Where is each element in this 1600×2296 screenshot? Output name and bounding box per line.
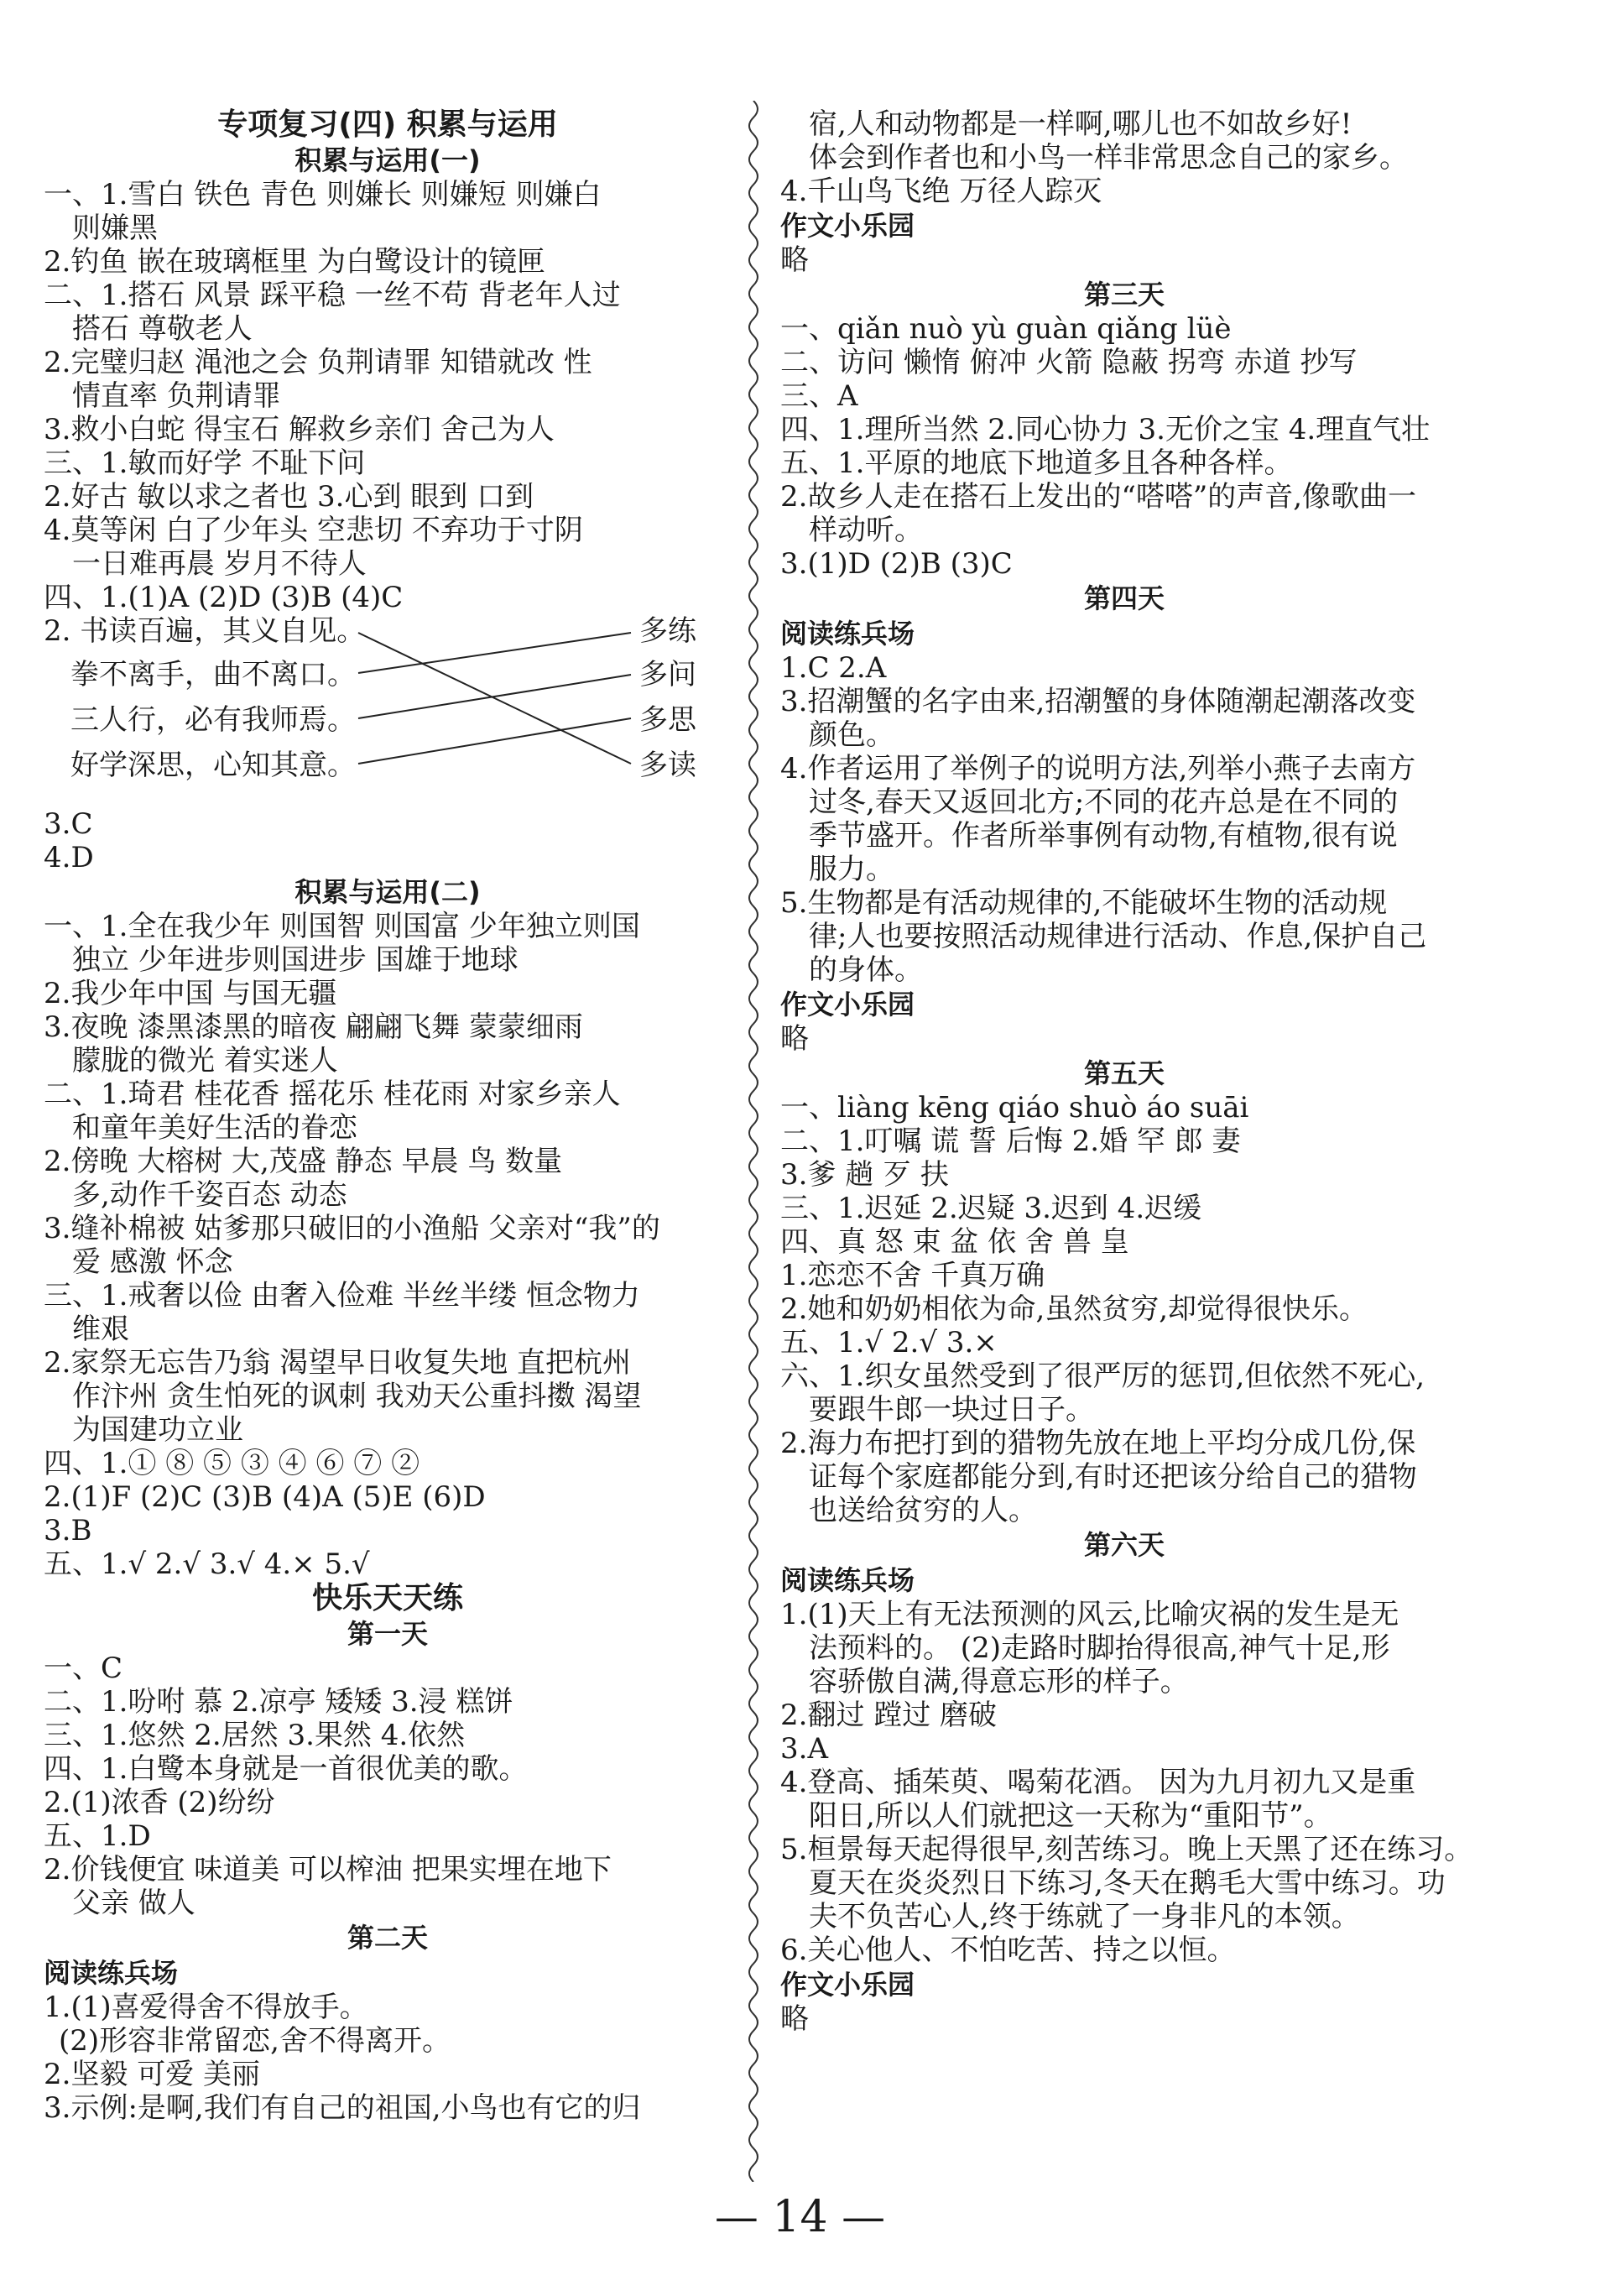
answer-line: 一、1.雪白 铁色 青色 则嫌长 则嫌短 则嫌白 xyxy=(44,178,602,211)
answer-line: 2.海力布把打到的猎物先放在地上平均分成几份,保 xyxy=(780,1427,1416,1460)
answer-line: 5.桓景每天起得很早,刻苦练习。晚上天黑了还在练习。 xyxy=(780,1833,1473,1866)
answer-line: 2.翻过 蹚过 磨破 xyxy=(780,1699,998,1732)
answer-line: 律;人也要按照活动规律进行活动、作息,保护自己 xyxy=(809,920,1427,953)
answer-line: 2.完璧归赵 渑池之会 负荆请罪 知错就改 性 xyxy=(44,346,592,379)
answer-line: 三、1.戒奢以俭 由奢入俭难 半丝半缕 恒念物力 xyxy=(44,1279,640,1312)
answer-line: 二、1.叮嘱 谎 誓 后悔 2.婚 罕 郎 妻 xyxy=(780,1125,1241,1158)
answer-line: 2.傍晚 大榕树 大,茂盛 静态 早晨 鸟 数量 xyxy=(44,1145,563,1178)
section-body xyxy=(44,807,732,874)
subsection-label: 作文小乐园 xyxy=(780,210,915,242)
answer-line: 搭石 尊敬老人 xyxy=(72,312,253,346)
answer-line: 夫不负苦心人,终于练就了一身非凡的本领。 xyxy=(809,1900,1360,1933)
answer-line: 二、1.琦君 桂花香 摇花乐 桂花雨 对家乡亲人 xyxy=(44,1078,621,1111)
right-column xyxy=(780,107,1473,2036)
answer-line: 3.救小白蛇 得宝石 解救乡亲们 舍己为人 xyxy=(44,413,555,446)
answer-line: 二、访问 懒惰 俯冲 火箭 隐蔽 拐弯 赤道 抄写 xyxy=(780,346,1358,379)
section-title: 积累与运用(二) xyxy=(294,876,481,908)
answer-line: 3.缝补棉被 姑爹那只破旧的小渔船 父亲对“我”的 xyxy=(44,1212,660,1245)
answer-line: 4.作者运用了举例子的说明方法,列举小燕子去南方 xyxy=(780,752,1416,785)
section-body xyxy=(780,1091,1468,1527)
answer-line: 法预料的。 (2)走路时脚抬得很高,神气十足,形 xyxy=(809,1631,1390,1665)
match-right-item: 多读 xyxy=(639,749,696,782)
day-title: 第五天 xyxy=(1083,1057,1165,1089)
day-title: 第四天 xyxy=(1083,582,1165,614)
answer-line: 也送给贫穷的人。 xyxy=(809,1494,1037,1527)
answer-line: 父亲 做人 xyxy=(72,1886,195,1920)
answer-line: 3.示例:是啊,我们有自己的祖国,小鸟也有它的归 xyxy=(44,2091,641,2125)
answer-line: 2.家祭无忘告乃翁 渴望早日收复失地 直把杭州 xyxy=(44,1346,632,1380)
answer-line: 3.B xyxy=(44,1514,92,1547)
answer-line: 季节盛开。作者所举事例有动物,有植物,很有说 xyxy=(809,819,1398,853)
answer-line: 四、1.白鹭本身就是一首很优美的歌。 xyxy=(44,1752,528,1786)
matching-exercise xyxy=(44,614,732,807)
answer-line: 略 xyxy=(780,2002,809,2036)
answer-line: 容骄傲自满,得意忘形的样子。 xyxy=(809,1665,1189,1699)
match-line xyxy=(358,675,631,718)
answer-line: 三、A xyxy=(780,379,858,413)
subsection-label: 作文小乐园 xyxy=(780,1969,915,2001)
section-title: 积累与运用(一) xyxy=(294,144,481,176)
answer-line: 3.C xyxy=(44,807,93,841)
answer-line: 三、1.敏而好学 不耻下问 xyxy=(44,446,366,480)
answer-line: 四、真 怒 束 盆 依 舍 兽 皇 xyxy=(780,1225,1129,1259)
section-body xyxy=(780,107,1468,208)
match-left-item: 三人行，必有我师焉。 xyxy=(70,703,356,737)
answer-line: 维艰 xyxy=(72,1312,129,1346)
answer-line: 3.(1)D (2)B (3)C xyxy=(780,547,1013,581)
answer-line: 二、1.搭石 风景 踩平稳 一丝不苟 背老年人过 xyxy=(44,279,621,312)
answer-line: 2.故乡人走在搭石上发出的“嗒嗒”的声音,像歌曲一 xyxy=(780,480,1417,514)
wavy-divider xyxy=(737,101,770,2182)
section-body xyxy=(780,651,1468,987)
answer-line: 五、1.√ 2.√ 3.× xyxy=(780,1326,998,1359)
answer-line: 2.好古 敏以求之者也 3.心到 眼到 口到 xyxy=(44,480,534,514)
answer-line: 爱 感激 怀念 xyxy=(72,1245,233,1279)
answer-line: 独立 少年进步则国进步 国雄于地球 xyxy=(72,943,519,977)
section-body xyxy=(44,178,732,614)
answer-line: 2.坚毅 可爱 美丽 xyxy=(44,2058,261,2091)
answer-line: 1.恋恋不舍 千真万确 xyxy=(780,1259,1045,1292)
answer-line: 和童年美好生活的眷恋 xyxy=(72,1111,357,1145)
answer-line: 一、1.全在我少年 则国智 则国富 少年独立则国 xyxy=(44,910,640,943)
subsection-label: 阅读练兵场 xyxy=(44,1957,179,1989)
answer-line: 略 xyxy=(780,1022,809,1056)
section-body xyxy=(780,312,1468,581)
answer-line: 一、C xyxy=(44,1652,123,1685)
day-title: 第一天 xyxy=(347,1618,428,1650)
answer-line: 夏天在炎炎烈日下练习,冬天在鹅毛大雪中练习。功 xyxy=(809,1866,1446,1900)
answer-line: 样动听。 xyxy=(809,514,923,547)
match-right-item: 多问 xyxy=(639,658,696,691)
answer-line: 2.钓鱼 嵌在玻璃框里 为白鹭设计的镜匣 xyxy=(44,245,546,279)
answer-line: 多,动作千姿百态 动态 xyxy=(72,1178,347,1212)
answer-line: 4.莫等闲 白了少年头 空悲切 不弃功于寸阴 xyxy=(44,514,583,547)
answer-line: 证每个家庭都能分到,有时还把该分给自己的猎物 xyxy=(809,1460,1417,1494)
answer-line: 三、1.迟延 2.迟疑 3.迟到 4.迟缓 xyxy=(780,1192,1202,1225)
answer-line: 2.(1)F (2)C (3)B (4)A (5)E (6)D xyxy=(44,1480,486,1514)
section-body xyxy=(44,1652,732,1920)
answer-line: 3.爹 趟 歹 扶 xyxy=(780,1158,949,1192)
day-title: 第六天 xyxy=(1083,1529,1165,1561)
answer-line: 略 xyxy=(780,243,809,277)
answer-line: 五、1.D xyxy=(44,1819,151,1853)
answer-line: 服力。 xyxy=(809,853,894,886)
answer-line: 五、1.√ 2.√ 3.√ 4.× 5.√ xyxy=(44,1547,370,1581)
answer-line: 宿,人和动物都是一样啊,哪儿也不如故乡好! xyxy=(809,107,1352,141)
answer-line: 2.她和奶奶相依为命,虽然贫穷,却觉得很快乐。 xyxy=(780,1292,1368,1326)
answer-line: 则嫌黑 xyxy=(72,211,158,245)
answer-line: 4.登高、插茱萸、喝菊花酒。 因为九月初九又是重 xyxy=(780,1766,1416,1799)
match-right-item: 多练 xyxy=(639,614,696,648)
subsection-label: 作文小乐园 xyxy=(780,989,915,1020)
answer-line: 朦胧的微光 着实迷人 xyxy=(72,1044,338,1078)
answer-line: 3.招潮蟹的名字由来,招潮蟹的身体随潮起潮落改变 xyxy=(780,685,1416,718)
match-left-item: 拳不离手，曲不离口。 xyxy=(70,658,356,691)
answer-line: 阳日,所以人们就把这一天称为“重阳节”。 xyxy=(809,1799,1332,1833)
section-body xyxy=(780,1598,1473,1967)
answer-line: 颜色。 xyxy=(809,718,894,752)
match-left-item: 2. 书读百遍，其义自见。 xyxy=(44,614,366,648)
answer-line: 3.A xyxy=(780,1732,828,1766)
section-body xyxy=(44,1991,732,2125)
answer-line: 一、liàng kēng qiáo shuò áo suāi xyxy=(780,1091,1249,1125)
match-line xyxy=(358,718,631,764)
answer-line: 四、1.(1)A (2)D (3)B (4)C xyxy=(44,581,404,614)
answer-line: 三、1.悠然 2.居然 3.果然 4.依然 xyxy=(44,1719,466,1752)
answer-line: 四、1.理所当然 2.同心协力 3.无价之宝 4.理直气壮 xyxy=(780,413,1431,446)
section-title: 快乐天天练 xyxy=(311,1581,463,1615)
page-number: — 14 — xyxy=(714,2192,886,2242)
page-title: 专项复习(四) 积累与运用 xyxy=(217,107,558,142)
left-column xyxy=(44,107,732,2125)
answer-line: 5.生物都是有活动规律的,不能破坏生物的活动规 xyxy=(780,886,1388,920)
answer-line: 4.千山鸟飞绝 万径人踪灭 xyxy=(780,175,1102,208)
answer-line: 的身体。 xyxy=(809,953,923,987)
answer-line: 作汴州 贪生怕死的讽刺 我劝天公重抖擞 渴望 xyxy=(72,1380,642,1413)
match-left-item: 好学深思，心知其意。 xyxy=(70,749,356,782)
answer-line: 2.我少年中国 与国无疆 xyxy=(44,977,337,1010)
answer-line: 二、1.吩咐 慕 2.凉亭 矮矮 3.浸 糕饼 xyxy=(44,1685,513,1719)
answer-line: 1.(1)喜爱得舍不得放手。 xyxy=(44,1991,368,2024)
answer-line: 一、qiǎn nuò yù guàn qiǎng lüè xyxy=(780,312,1232,346)
answer-line: 4.D xyxy=(44,841,94,874)
answer-line: 四、1.① ⑧ ⑤ ③ ④ ⑥ ⑦ ② xyxy=(44,1447,420,1480)
day-title: 第二天 xyxy=(347,1922,428,1954)
answer-line: 要跟牛郎一块过日子。 xyxy=(809,1393,1094,1427)
answer-line: (2)形容非常留恋,舍不得离开。 xyxy=(59,2024,451,2058)
answer-line: 体会到作者也和小鸟一样非常思念自己的家乡。 xyxy=(809,141,1408,175)
match-right-item: 多思 xyxy=(639,703,696,737)
answer-line: 6.关心他人、不怕吃苦、持之以恒。 xyxy=(780,1933,1236,1967)
section-body xyxy=(44,910,732,1581)
day-title: 第三天 xyxy=(1083,279,1165,310)
answer-line: 为国建功立业 xyxy=(72,1413,243,1447)
subsection-label: 阅读练兵场 xyxy=(780,618,915,650)
answer-line: 1.(1)天上有无法预测的风云,比喻灾祸的发生是无 xyxy=(780,1598,1399,1631)
answer-line: 六、1.织女虽然受到了很严厉的惩罚,但依然不死心, xyxy=(780,1359,1425,1393)
answer-line: 情直率 负荆请罪 xyxy=(72,379,281,413)
answer-line: 1.C 2.A xyxy=(780,651,887,685)
answer-line: 一日难再晨 岁月不待人 xyxy=(72,547,367,581)
answer-line: 3.夜晚 漆黑漆黑的暗夜 翩翩飞舞 蒙蒙细雨 xyxy=(44,1010,583,1044)
answer-line: 2.(1)浓香 (2)纷纷 xyxy=(44,1786,275,1819)
answer-line: 五、1.平原的地底下地道多且各种各样。 xyxy=(780,446,1293,480)
subsection-label: 阅读练兵场 xyxy=(780,1564,915,1596)
answer-line: 过冬,春天又返回北方;不同的花卉总是在不同的 xyxy=(809,785,1399,819)
answer-line: 2.价钱便宜 味道美 可以榨油 把果实埋在地下 xyxy=(44,1853,612,1886)
